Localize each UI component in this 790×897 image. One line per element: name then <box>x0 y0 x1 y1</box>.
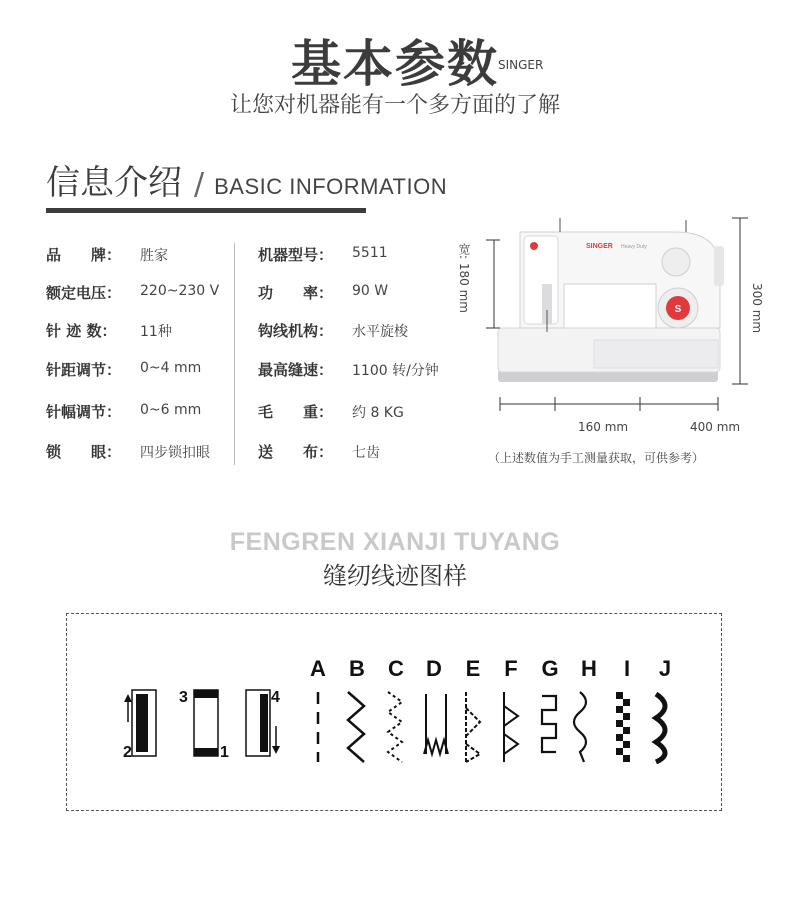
stitch-letter-g: G <box>541 656 559 681</box>
buttonhole-step-3: 3 <box>179 689 188 706</box>
svg-text:S: S <box>674 304 682 315</box>
section-title-zh: 信息介绍 <box>46 163 182 203</box>
stitch-letter-i: I <box>623 656 631 681</box>
section-separator: / <box>194 167 205 202</box>
section-title-en: BASIC INFORMATION <box>214 174 448 199</box>
spec-value-stitch-count: 11种 <box>140 324 172 340</box>
stitch-g-icon <box>542 696 556 752</box>
stitch-letter-d: D <box>426 656 442 681</box>
page-title: 基本参数 <box>291 35 499 93</box>
stitch-letter-j: J <box>658 656 672 681</box>
spec-value-buttonhole: 四步锁扣眼 <box>140 445 210 461</box>
spec-label-model: 机器型号： <box>258 246 334 264</box>
stitch-j-icon <box>656 694 665 762</box>
stitch-title-en: FENGREN XIANJI TUYANG <box>229 528 561 556</box>
spec-value-voltage: 220~230 V <box>140 283 220 299</box>
svg-text:Heavy Duty: Heavy Duty <box>621 244 647 250</box>
spec-label-feed: 送 布： <box>258 443 334 461</box>
buttonhole-steps-diagram <box>120 684 290 768</box>
spec-value-power: 90 W <box>352 283 389 299</box>
stitch-letter-c: C <box>388 656 404 681</box>
stitch-letter-e: E <box>465 656 481 681</box>
buttonhole-step-2: 2 <box>123 744 132 761</box>
stitch-c-icon <box>388 692 402 762</box>
stitch-i-icon <box>616 692 630 762</box>
stitch-patterns <box>300 688 690 764</box>
stitch-letter-f: F <box>504 656 518 681</box>
spec-label-weight: 毛 重： <box>258 403 334 421</box>
spec-label-stitch-width: 针幅调节： <box>46 403 122 421</box>
stitch-title-zh: 缝纫线迹图样 <box>323 562 467 590</box>
stitch-d-icon <box>424 694 448 754</box>
stitch-letter-b: B <box>349 656 365 681</box>
spec-value-max-speed: 1100 转/分钟 <box>352 363 439 379</box>
spec-value-weight: 约 8 KG <box>352 405 404 421</box>
sewing-machine-illustration <box>476 210 776 440</box>
spec-value-feed: 七齿 <box>352 445 380 461</box>
svg-text:SINGER: SINGER <box>586 243 613 250</box>
buttonhole-step-1: 1 <box>220 744 229 761</box>
dim-length-label: 400 mm <box>690 420 741 434</box>
stitch-b-icon <box>348 692 364 762</box>
section-heading <box>46 155 447 204</box>
spec-label-max-speed: 最高缝速： <box>258 361 334 379</box>
spec-value-hook: 水平旋梭 <box>352 324 408 340</box>
spec-value-brand: 胜家 <box>140 248 168 264</box>
stitch-f-icon <box>504 692 518 762</box>
stitch-h-icon <box>574 692 586 762</box>
spec-value-stitch-length: 0~4 mm <box>140 360 202 376</box>
spec-column-divider <box>234 243 235 465</box>
page-subtitle: 让您对机器能有一个多方面的了解 <box>229 93 560 118</box>
spec-label-voltage: 额定电压： <box>46 284 122 302</box>
spec-label-stitch-count: 针 迹 数： <box>46 322 117 340</box>
stitch-letter-h: H <box>581 656 597 681</box>
spec-label-brand: 品 牌： <box>46 246 122 264</box>
dim-depth-label: 160 mm <box>578 420 629 434</box>
dim-height-label: 300 mm <box>750 283 764 334</box>
brand-logo-text: SINGER <box>498 58 544 72</box>
section-underline <box>46 208 366 213</box>
stitch-e-icon <box>466 692 480 762</box>
spec-label-stitch-length: 针距调节： <box>46 361 122 379</box>
spec-label-power: 功 率： <box>258 284 334 302</box>
spec-label-hook: 钩线机构： <box>258 322 334 340</box>
measurement-note: （上述数值为手工测量获取，可供参考） <box>488 451 705 465</box>
spec-value-model: 5511 <box>352 245 388 261</box>
spec-label-buttonhole: 锁 眼： <box>46 443 122 461</box>
buttonhole-step-4: 4 <box>271 689 280 706</box>
stitch-letter-a: A <box>310 656 326 681</box>
spec-value-stitch-width: 0~6 mm <box>140 402 202 418</box>
dim-width-label: 宽: 180 mm <box>457 243 471 313</box>
